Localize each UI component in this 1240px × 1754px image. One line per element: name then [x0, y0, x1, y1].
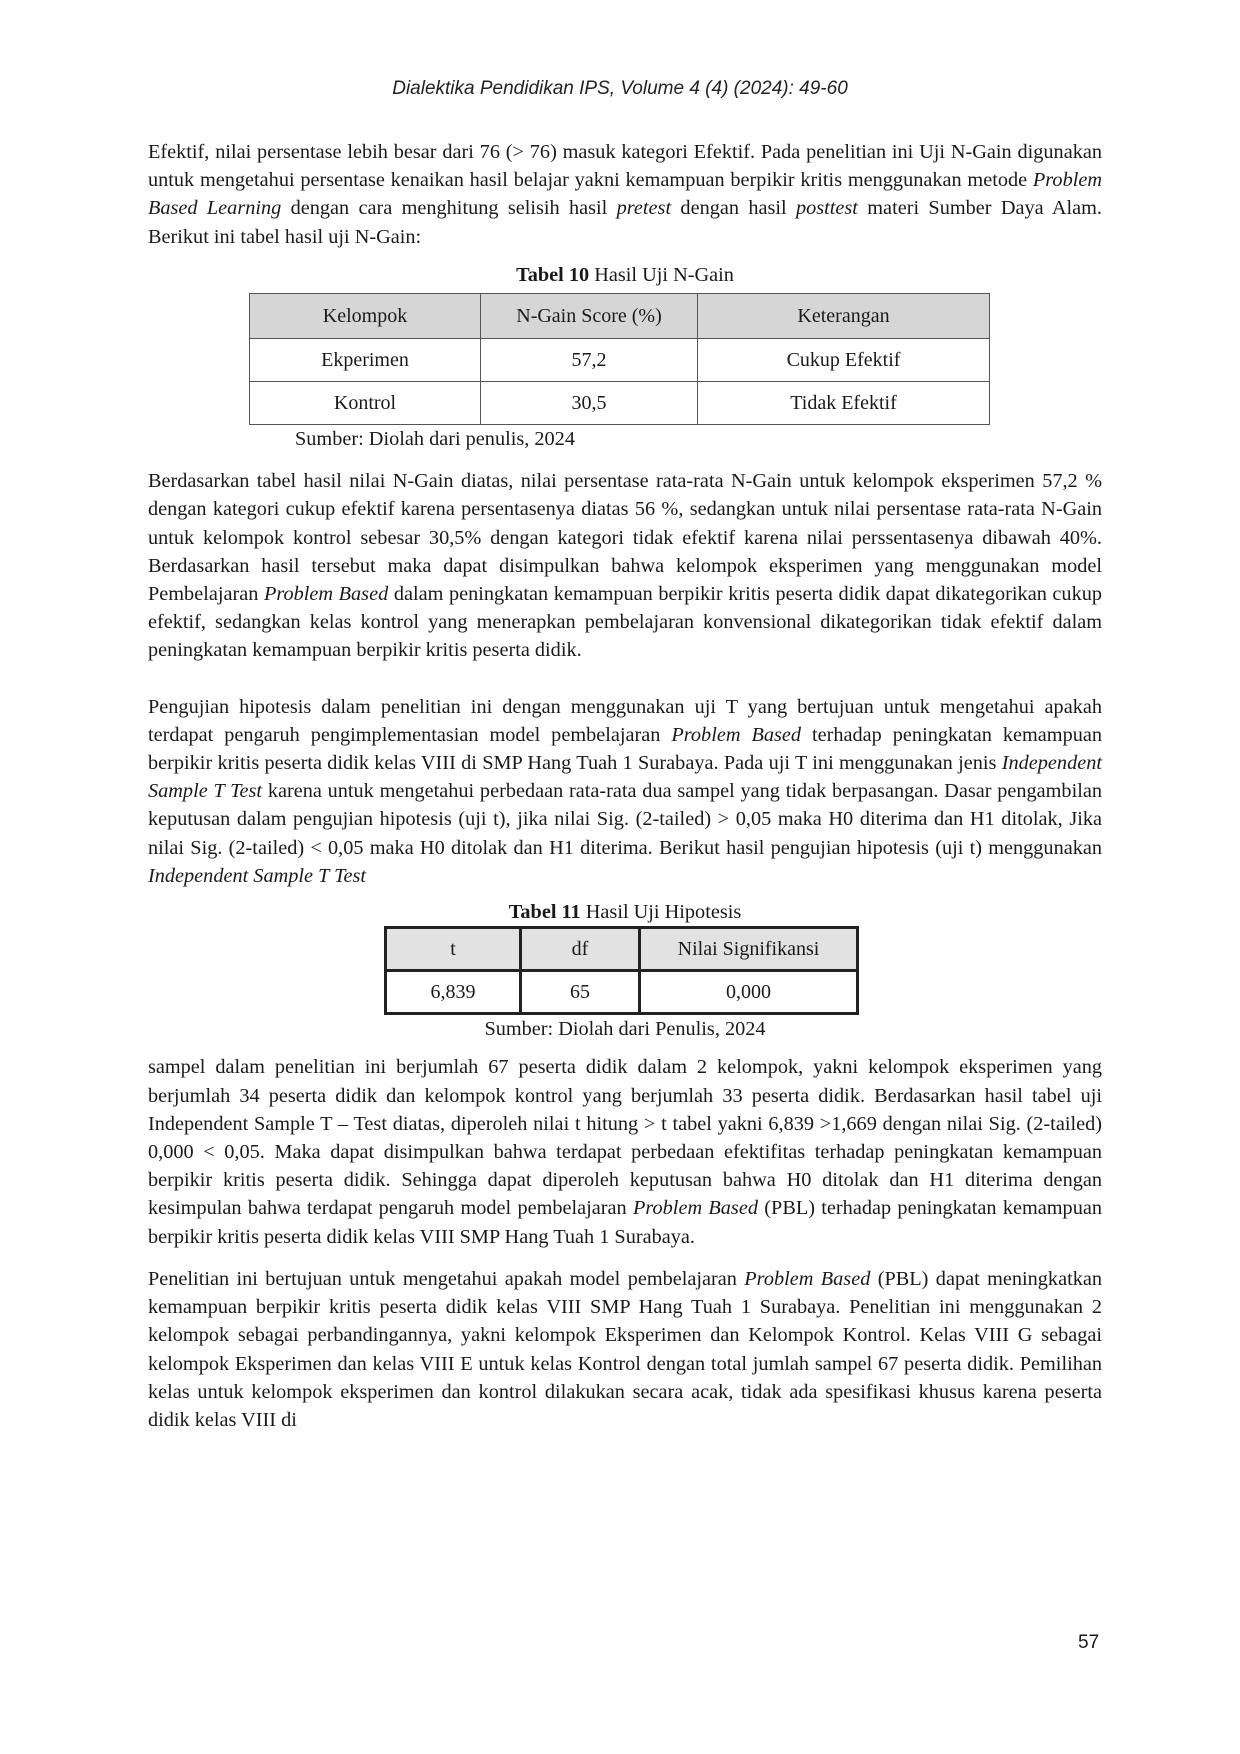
table11-label: Tabel 11	[508, 901, 581, 924]
text-run: dalam peningkatan kemampuan berpikir kritis peserta didik dapat dikategorikan cukup efektif, sedangkan kelas kontrol yang menerapkan pembelajaran konvensional dikategorikan tidak efektif dalam peningkatan kemampuan berpikir kritis peserta didik.	[148, 583, 1102, 662]
table-header-cell: Kelompok	[250, 294, 481, 339]
table10-title: Hasil Uji N-Gain	[589, 263, 734, 286]
italic-term: Independent Sample T Test	[148, 752, 1102, 803]
journal-header: Dialektika Pendidikan IPS, Volume 4 (4) (2024): 49-60	[392, 78, 848, 99]
table-cell: 0,000	[640, 971, 858, 1014]
table11-source: Sumber: Diolah dari Penulis, 2024	[484, 1018, 766, 1041]
text-run: terhadap peningkatan kemampuan berpikir kritis peserta didik kelas VIII di SMP Hang Tuah 1 Surabaya. Pada uji T ini menggunakan jenis	[148, 723, 1102, 775]
italic-term: Problem Based	[263, 583, 389, 606]
ngain-table	[249, 293, 990, 425]
text-run: materi Sumber Daya Alam. Berikut ini tabel hasil uji N-Gain:	[148, 197, 1102, 248]
text-run: Penelitian ini bertujuan untuk mengetahui apakah model pembelajaran	[148, 1267, 745, 1290]
table-cell: 30,5	[481, 382, 698, 425]
table10-source: Sumber: Diolah dari penulis, 2024	[295, 428, 575, 451]
table10-label: Tabel 10	[516, 263, 590, 286]
table-header-cell: Keterangan	[698, 294, 990, 339]
paragraph-ngain-discussion	[148, 467, 1102, 664]
italic-term: Problem Based	[633, 1197, 758, 1220]
hypothesis-table	[384, 926, 859, 1015]
text-run: sampel dalam penelitian ini berjumlah 67 peserta didik dalam 2 kelompok, yakni kelompok eksperimen yang berjumlah 34 peserta didik dan kelompok kontrol yang berjumlah 33 peserta didik. Berdasarkan hasil tabel uji Independent Sample T – Test diatas, diperoleh nilai t hitung > t tabel yakni 6,839 >1,669 dengan nilai Sig. (2-tailed) 0,000 < 0,05. Maka dapat disimpulkan bahwa terdapat perbedaan efektifitas terhadap peningkatan kemampuan berpikir kritis peserta didik. Sehingga dapat diperoleh keputusan bahwa H0 ditolak dan H1 diterima dengan kesimpulan bahwa terdapat pengaruh model pembelajaran	[148, 1056, 1102, 1220]
table-row	[250, 382, 990, 425]
table-cell: 57,2	[481, 339, 698, 382]
text-run: Pengujian hipotesis dalam penelitian ini dengan menggunakan uji T yang bertujuan untuk mengetahui apakah terdapat pengaruh pengimplementasian model pembelajaran	[148, 695, 1102, 746]
table-row	[386, 971, 858, 1014]
table-cell: Kontrol	[250, 382, 481, 425]
italic-term: Problem Based	[671, 723, 802, 746]
paragraph-hypothesis-result	[148, 1053, 1102, 1250]
table-cell: Ekperimen	[250, 339, 481, 382]
table10-caption	[148, 261, 1102, 289]
paragraph-research-purpose	[148, 1265, 1102, 1434]
page-number: 57	[1078, 1632, 1100, 1653]
text-run: dengan cara menghitung selisih hasil	[281, 197, 617, 220]
table-cell: Tidak Efektif	[698, 382, 990, 425]
table-header-cell: df	[521, 928, 640, 971]
table-header-cell: N-Gain Score (%)	[481, 294, 698, 339]
text-run: dengan hasil	[671, 197, 796, 220]
text-run: (PBL) terhadap peningkatan kemampuan berpikir kritis peserta didik kelas VIII SMP Hang Tuah 1 Surabaya.	[148, 1197, 1102, 1248]
table-header-row	[250, 294, 990, 339]
table-cell: Cukup Efektif	[698, 339, 990, 382]
paragraph-hypothesis-test	[148, 693, 1102, 890]
italic-term: pretest	[616, 197, 672, 220]
table-row	[250, 339, 990, 382]
italic-term: Problem Based Learning	[148, 169, 1102, 220]
italic-term: Problem Based	[744, 1267, 871, 1290]
text-run: (PBL) dapat meningkatkan kemampuan berpikir kritis peserta didik kelas VIII SMP Hang Tuah 1 Surabaya. Penelitian ini menggunakan 2 kelompok sebagai perbandingannya, yakni kelompok Eksperimen dan Kelompok Kontrol. Kelas VIII G sebagai kelompok Eksperimen dan kelas VIII E untuk kelas Kontrol dengan total jumlah sampel 67 peserta didik. Pemilihan kelas untuk kelompok eksperimen dan kontrol dilakukan secara acak, tidak ada spesifikasi khusus karena peserta didik kelas VIII di	[148, 1267, 1102, 1431]
text-run: Berdasarkan tabel hasil nilai N-Gain diatas, nilai persentase rata-rata N-Gain untuk kelompok eksperimen 57,2 % dengan kategori cukup efektif karena persentasenya diatas 56 %, sedangkan untuk nilai persentase rata-rata N-Gain untuk kelompok kontrol sebesar 30,5% dengan kategori tidak efektif karena nilai perssentasenya dibawah 40%. Berdasarkan hasil tersebut maka dapat disimpulkan bahwa kelompok eksperimen yang menggunakan model Pembelajaran	[148, 470, 1102, 606]
page-content	[148, 138, 1102, 1434]
italic-term: Independent Sample T Test	[148, 864, 367, 887]
table-header-cell: t	[386, 928, 521, 971]
table-cell: 65	[521, 971, 640, 1014]
table11-caption	[148, 898, 1102, 926]
table-cell: 6,839	[386, 971, 521, 1014]
italic-term: posttest	[795, 197, 858, 220]
table-header-row	[386, 928, 858, 971]
paragraph-ngain-intro	[148, 138, 1102, 251]
table-header-cell: Nilai Signifikansi	[640, 928, 858, 971]
text-run: Efektif, nilai persentase lebih besar dari 76 (> 76) masuk kategori Efektif. Pada penelitian ini Uji N-Gain digunakan untuk mengetahui persentase kenaikan hasil belajar yakni kemampuan berpikir kritis menggunakan metode	[148, 141, 1102, 192]
text-run: karena untuk mengetahui perbedaan rata-rata dua sampel yang tidak berpasangan. Dasar pengambilan keputusan dalam pengujian hipotesis (uji t), jika nilai Sig. (2-tailed) > 0,05 maka H0 diterima dan H1 ditolak, Jika nilai Sig. (2-tailed) < 0,05 maka H0 ditolak dan H1 diterima. Berikut hasil pengujian hipotesis (uji t) menggunakan	[148, 780, 1102, 859]
table11-title: Hasil Uji Hipotesis	[580, 901, 742, 924]
